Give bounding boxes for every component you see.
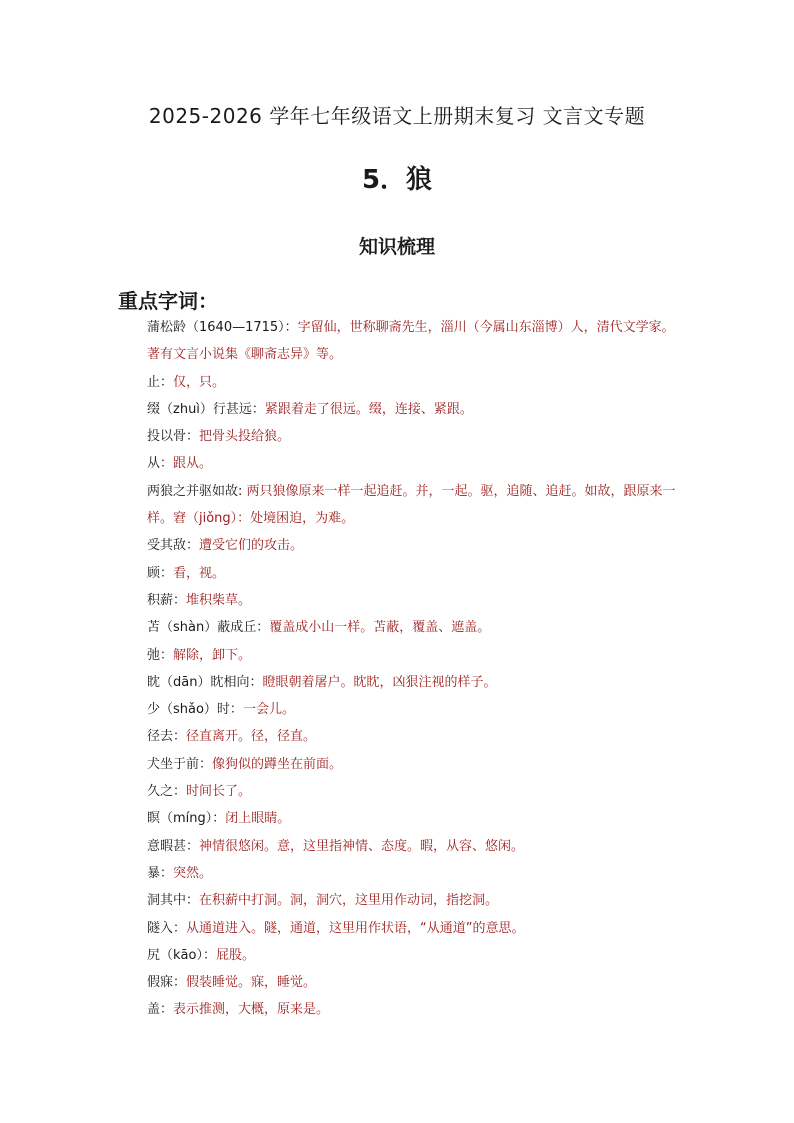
subsection-title: 重点字词： [118,289,218,313]
vocab-term: 眈（dān）眈相向： [147,674,263,690]
vocab-gloss: 径直离开。径，径直。 [186,729,317,745]
vocabulary-list [147,314,687,1024]
vocab-gloss: 遭受它们的攻击。 [199,538,304,554]
vocab-term: 苫（shàn）蔽成丘： [147,620,270,636]
vocab-entry [147,450,687,477]
vocab-entry [147,915,687,942]
vocab-gloss: 假装睡觉。寐，睡觉。 [186,975,317,991]
vocab-gloss: 像狗似的蹲坐在前面。 [212,756,343,772]
vocab-entry [147,805,687,832]
vocab-gloss: 紧跟着走了很远。缀，连接、紧跟。 [264,401,473,417]
vocab-term: 暴： [147,865,174,881]
vocab-entry [147,532,687,559]
vocab-term: 缀（zhuì）行甚远： [147,401,265,417]
vocab-term: 隧入： [147,920,187,936]
vocab-entry [147,423,687,450]
vocab-entry [147,396,687,423]
vocab-entry [147,969,687,996]
vocab-entry [147,560,687,587]
vocab-gloss: 把骨头投给狼。 [199,429,291,445]
vocab-gloss: 一会儿。 [242,702,295,718]
vocab-term: 径去： [147,729,187,745]
vocab-term: 蒲松龄（1640—1715）： [147,320,298,335]
vocab-entry [147,751,687,778]
vocab-term: 少（shǎo）时： [147,702,243,718]
vocab-term: 两狼之并驱如故: [147,483,243,499]
vocab-term: 从： [147,456,174,472]
vocab-term: 洞其中： [147,893,200,909]
vocab-entry [147,833,687,860]
vocab-term: 投以骨： [147,429,200,445]
vocab-gloss: 看，视。 [173,565,226,581]
vocab-term: 积薪： [147,592,187,608]
vocab-entry [147,723,687,750]
vocab-gloss: 解除，卸下。 [173,647,252,663]
vocab-entry [147,614,687,641]
vocab-term: 犬坐于前： [147,756,213,772]
vocab-gloss: 神情很悠闲。意，这里指神情、态度。暇，从容、悠闲。 [199,838,525,854]
vocab-gloss: 突然。 [173,865,213,881]
vocab-gloss: 时间长了。 [186,784,252,800]
vocab-term: 尻（kāo）： [147,947,216,963]
vocab-gloss: 跟从。 [173,456,213,472]
vocab-term: 弛： [147,647,174,663]
vocab-term: 久之： [147,784,187,800]
vocab-gloss: 在积薪中打洞。洞，洞穴，这里用作动词，指挖洞。 [199,893,499,909]
lesson-title: 5．狼 [361,165,433,195]
vocab-gloss: 堆积柴草。 [186,592,252,608]
vocab-entry [147,996,687,1023]
vocab-term: 顾： [147,565,174,581]
vocab-entry [147,887,687,914]
vocab-entry [147,942,687,969]
vocab-entry [147,696,687,723]
section-title: 知识梳理 [358,236,435,258]
vocab-entry [147,478,687,533]
vocab-term: 瞑（míng）： [147,811,226,827]
vocab-term: 意暇甚： [147,838,200,854]
vocab-entry [147,642,687,669]
vocab-gloss: 两只狼像原来一样一起追赶。并，一起。驱，追随、追赶。如故，跟原来一样。窘（jiǒng）：处境困迫，为难。 [147,483,676,527]
vocab-term: 受其敌： [147,538,200,554]
vocab-gloss: 表示推测，大概，原来是。 [173,1002,330,1018]
vocab-term: 盖： [147,1002,174,1018]
vocab-entry [147,587,687,614]
vocab-entry [147,669,687,696]
vocab-gloss: 从通道进入。隧，通道，这里用作状语，“从通道”的意思。 [186,920,525,936]
vocab-entry [147,314,687,369]
vocab-gloss: 字留仙，世称聊斋先生，淄川（今属山东淄博）人，清代文学家。著有文言小说集《聊斋志异》等。 [147,320,675,363]
vocab-gloss: 仅，只。 [173,374,226,390]
vocab-gloss: 闭上眼睛。 [225,811,291,827]
vocab-entry [147,778,687,805]
vocab-entry [147,860,687,887]
document-title: 2025-2026 学年七年级语文上册期末复习 文言文专题 [148,104,646,128]
vocab-term: 假寐： [147,975,187,991]
vocab-entry [147,369,687,396]
vocab-term: 止： [147,374,174,390]
vocab-gloss: 覆盖成小山一样。苫蔽，覆盖、遮盖。 [269,620,491,636]
vocab-gloss: 屁股。 [215,947,255,963]
vocab-gloss: 瞪眼朝着屠户。眈眈，凶狠注视的样子。 [262,674,497,690]
